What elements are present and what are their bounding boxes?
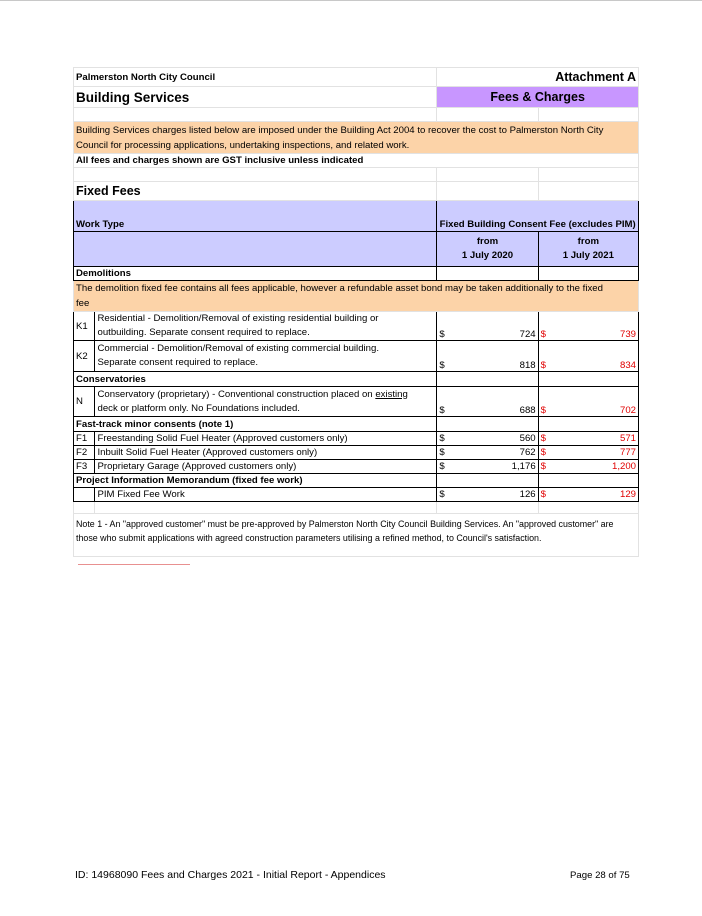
- fee-description: Proprietary Garage (Approved customers only): [95, 460, 437, 474]
- fee-code: F1: [74, 432, 95, 446]
- fee-column-header: Fixed Building Consent Fee (excludes PIM): [437, 201, 639, 232]
- column-2020-header: [437, 232, 538, 267]
- fee-description: PIM Fixed Fee Work: [95, 488, 437, 502]
- fee-2021: $ 777: [538, 446, 638, 460]
- fees-table: [73, 67, 639, 557]
- fee-2021: $ 571: [538, 432, 638, 446]
- fee-code: F3: [74, 460, 95, 474]
- footnote-row: [74, 514, 639, 557]
- intro-line-2: Council for processing applications, undertaking inspections, and related work.: [76, 139, 410, 151]
- header-row-org: [74, 68, 639, 87]
- gst-row: [74, 154, 639, 168]
- fee-description: Inbuilt Solid Fuel Heater (Approved customers only): [95, 446, 437, 460]
- fee-code: N: [74, 387, 95, 417]
- work-type-subheader: [74, 232, 437, 267]
- fee-description: Conservatory (proprietary) - Conventional construction placed on existing deck or platform only. No Foundations included.: [95, 387, 437, 417]
- fee-2021: $ 129: [538, 488, 638, 502]
- table-row: [74, 446, 639, 460]
- column-2020-date: 1 July 2020: [461, 250, 514, 261]
- category-heading: Demolitions: [74, 267, 437, 281]
- column-2020-from: from: [476, 236, 499, 247]
- fee-description: Commercial - Demolition/Removal of existing commercial building. Separate consent required to replace.: [95, 341, 437, 372]
- intro-note: [74, 122, 639, 154]
- category-heading: Fast-track minor consents (note 1): [74, 417, 437, 432]
- fee-code: K1: [74, 312, 95, 341]
- column-2021-date: 1 July 2021: [562, 250, 614, 261]
- fee-2020: $ 818: [437, 341, 538, 372]
- section-title: Fixed Fees: [74, 182, 437, 201]
- fee-2020: $ 560: [437, 432, 538, 446]
- footer-document-id: ID: 14968090 Fees and Charges 2021 - Initial Report - Appendices: [75, 869, 386, 881]
- decorative-red-line: [78, 564, 190, 565]
- section-title-row: [74, 182, 639, 201]
- fee-code: [74, 488, 95, 502]
- category-heading: Project Information Memorandum (fixed fee work): [74, 474, 437, 488]
- column-2021-from: from: [577, 236, 599, 247]
- demolition-note-line-1: The demolition fixed fee contains all fees applicable, however a refundable asset bond may be taken additionally to the fixed: [76, 283, 603, 294]
- footnote: Note 1 - An "approved customer" must be pre-approved by Palmerston North City Council Building Services. An "approved customer" are those who submit applications with agreed construction parameters utilising a refined method, to Council's satisfaction.: [74, 514, 639, 557]
- demolition-note-row: [74, 281, 639, 312]
- table-subheader-row: [74, 232, 639, 267]
- table-row: [74, 460, 639, 474]
- table-row: [74, 432, 639, 446]
- fee-2020: $ 126: [437, 488, 538, 502]
- fees-charges-badge: Fees & Charges: [437, 87, 639, 108]
- fee-code: K2: [74, 341, 95, 372]
- column-2021-header: [538, 232, 638, 267]
- attachment-label: Attachment A: [437, 68, 639, 87]
- fee-2021: $ 1,200: [538, 460, 638, 474]
- gst-note: All fees and charges shown are GST inclusive unless indicated: [74, 154, 639, 168]
- table-row: [74, 488, 639, 502]
- category-row-conservatories: [74, 372, 639, 387]
- table-row: [74, 341, 639, 372]
- fee-code: F2: [74, 446, 95, 460]
- fee-2020: $ 724: [437, 312, 538, 341]
- fee-2020: $ 688: [437, 387, 538, 417]
- fee-2021: $ 834: [538, 341, 638, 372]
- page-top-border: [0, 0, 702, 1]
- org-name: Palmerston North City Council: [74, 68, 437, 87]
- demolition-note-line-2: fee: [76, 298, 90, 309]
- demolition-note: [74, 281, 639, 312]
- fee-description: Residential - Demolition/Removal of existing residential building or outbuilding. Separate consent required to replace.: [95, 312, 437, 341]
- fee-2021: $ 739: [538, 312, 638, 341]
- fees-sheet: [73, 67, 639, 557]
- work-type-header: Work Type: [74, 201, 437, 232]
- fee-description: Freestanding Solid Fuel Heater (Approved customers only): [95, 432, 437, 446]
- spacer-row: [74, 502, 639, 514]
- footer-page-number: Page 28 of 75: [570, 870, 630, 881]
- spacer-row: [74, 168, 639, 182]
- fee-2020: $ 1,176: [437, 460, 538, 474]
- category-row-fasttrack: [74, 417, 639, 432]
- spacer-row: [74, 108, 639, 122]
- category-heading: Conservatories: [74, 372, 437, 387]
- table-row: [74, 312, 639, 341]
- page-title: Building Services: [74, 87, 437, 108]
- intro-row: [74, 122, 639, 154]
- fee-2020: $ 762: [437, 446, 538, 460]
- table-row: [74, 387, 639, 417]
- fee-2021: $ 702: [538, 387, 638, 417]
- category-row-demolitions: [74, 267, 639, 281]
- header-row-title: [74, 87, 639, 108]
- table-header-row: [74, 201, 639, 232]
- intro-line-1: Building Services charges listed below are imposed under the Building Act 2004 to recover the cost to Palmerston North City: [76, 124, 604, 136]
- category-row-pim: [74, 474, 639, 488]
